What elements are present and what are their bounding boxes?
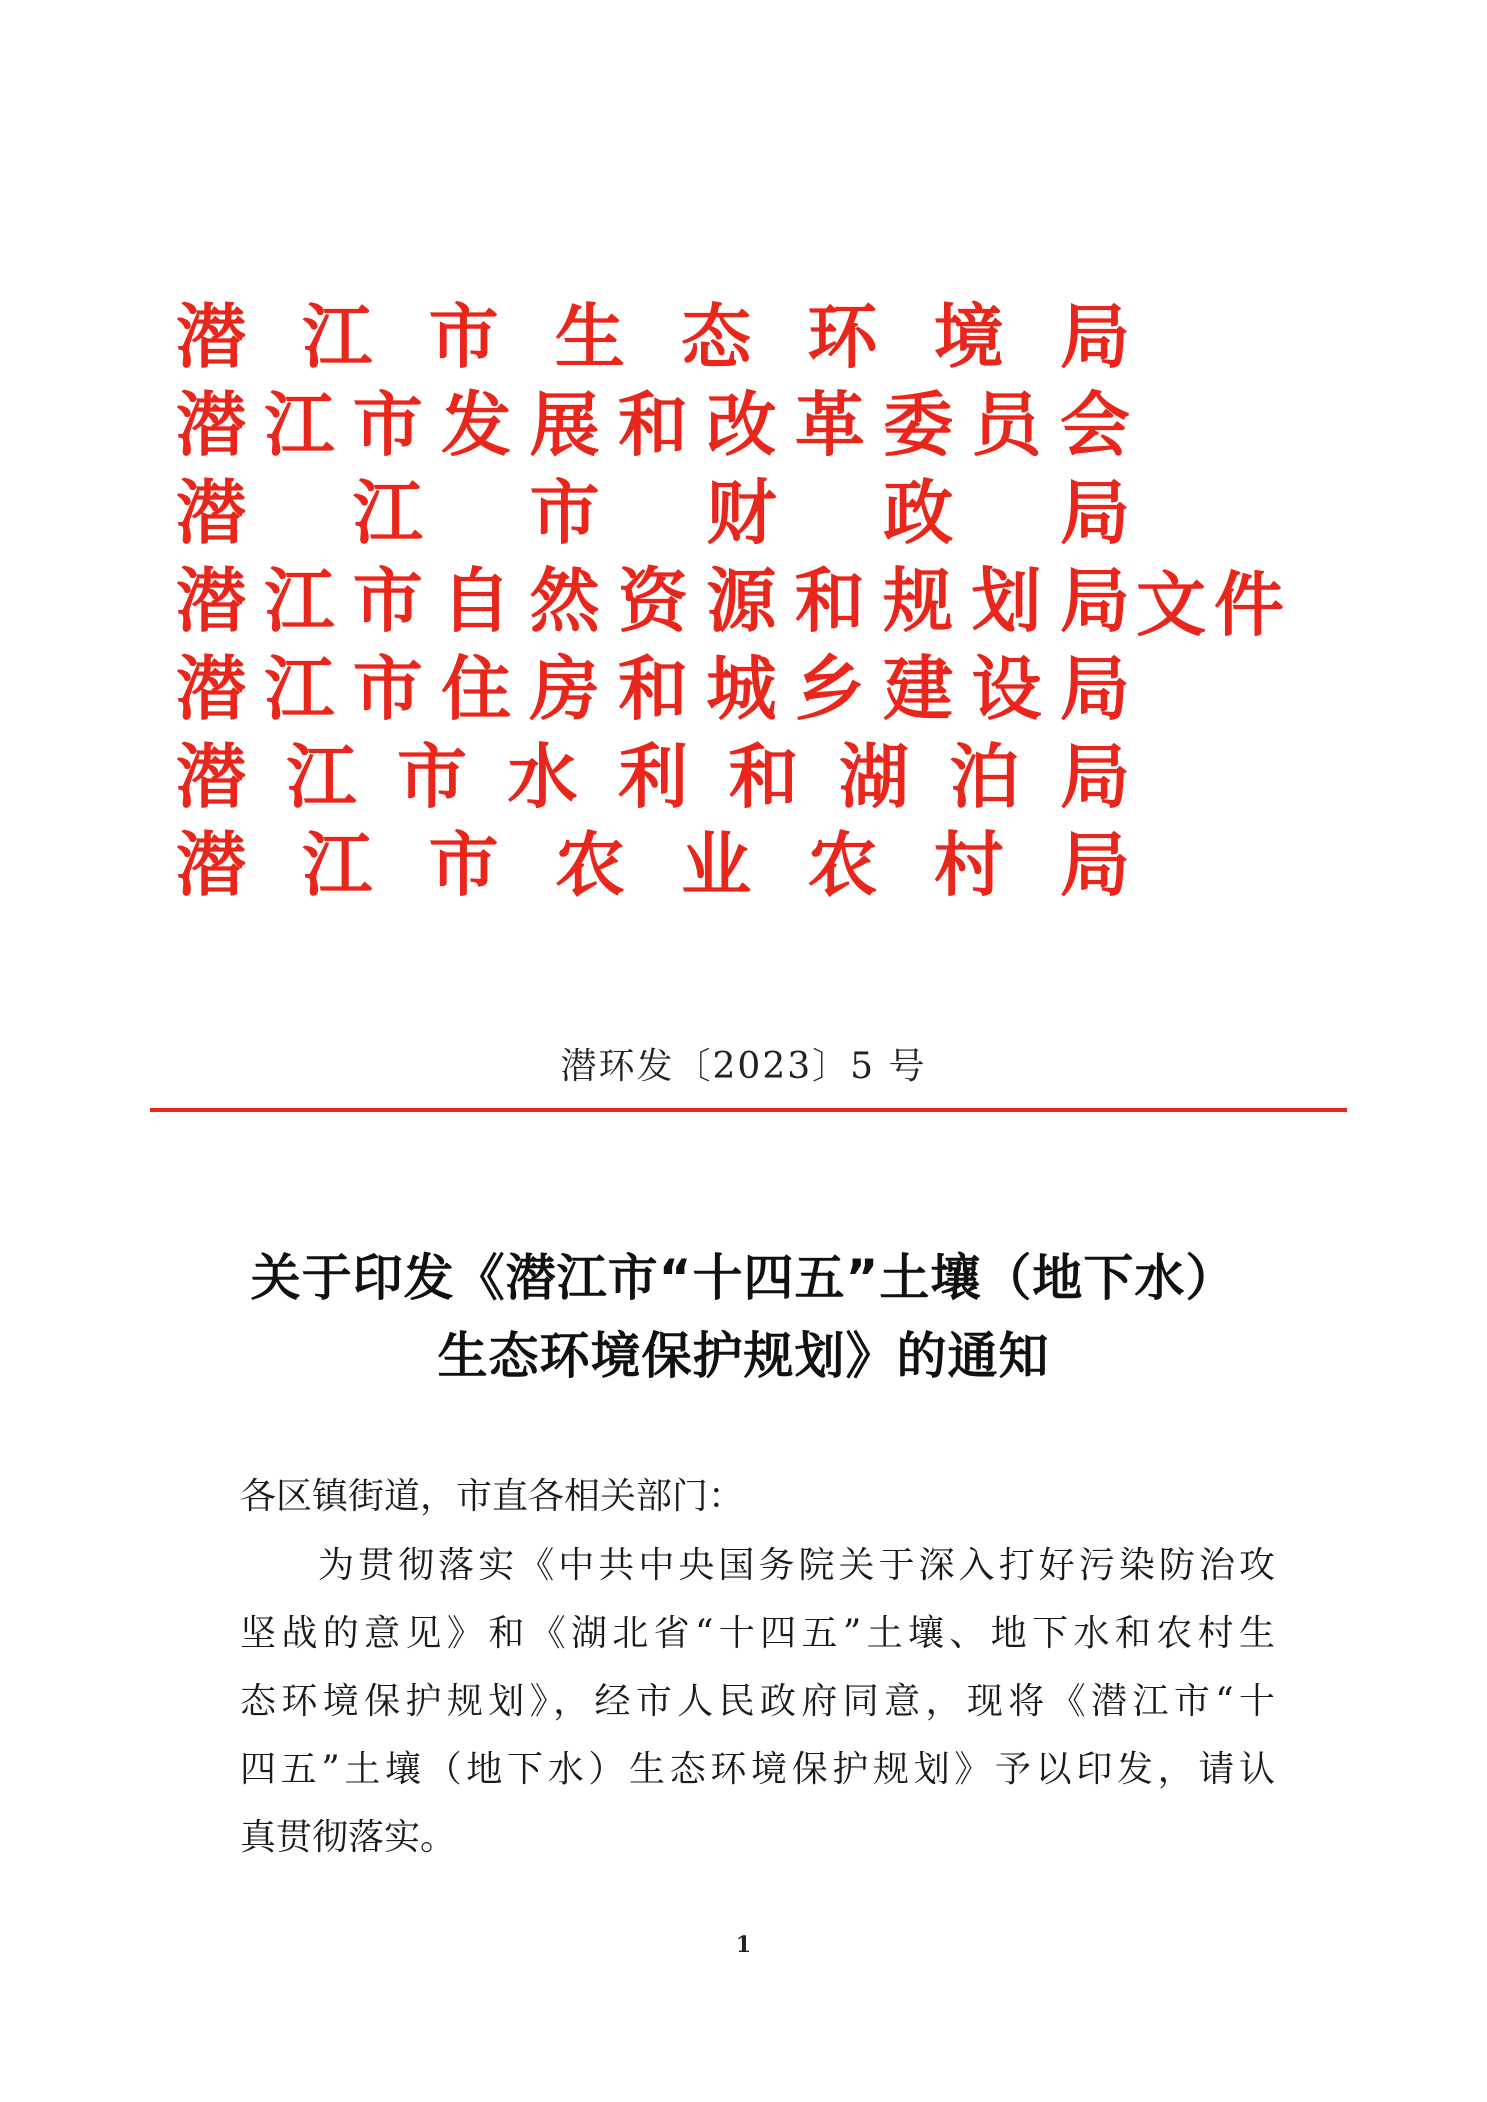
issuer-char: 局 bbox=[1059, 472, 1130, 554]
issuer-char: 和 bbox=[617, 648, 688, 730]
issuer-char: 设 bbox=[971, 648, 1042, 730]
issuer-char: 建 bbox=[883, 648, 954, 730]
issuer-char: 和 bbox=[617, 384, 688, 466]
issuer-char: 潜 bbox=[176, 472, 246, 554]
issuer-block bbox=[176, 296, 1336, 916]
issuer-char: 发 bbox=[441, 384, 512, 466]
issuer-char: 江 bbox=[264, 560, 335, 642]
issuer-char: 局 bbox=[1059, 824, 1130, 906]
document-title-line-1: 关于印发《潜江市“十四五”土壤（地下水） bbox=[250, 1249, 1237, 1307]
salutation: 各区镇街道，市直各相关部门： bbox=[240, 1476, 745, 1517]
issuer-char: 江 bbox=[302, 296, 373, 378]
issuer-char: 潜 bbox=[176, 560, 246, 642]
document-title-line-2: 生态环境保护规划》的通知 bbox=[437, 1327, 1050, 1385]
issuer-char: 江 bbox=[352, 472, 423, 554]
issuer-char: 市 bbox=[397, 736, 467, 818]
issuer-char: 泊 bbox=[949, 736, 1020, 818]
issuer-char: 局 bbox=[1059, 648, 1130, 730]
issuer-char: 市 bbox=[352, 560, 423, 642]
issuer-char: 改 bbox=[706, 384, 777, 466]
document-number: 潜环发〔2023〕5 号 bbox=[560, 1046, 927, 1087]
issuer-char: 资 bbox=[617, 560, 688, 642]
issuer-char: 政 bbox=[883, 472, 954, 554]
issuer-char: 境 bbox=[933, 296, 1004, 378]
red-divider-line bbox=[150, 1108, 1347, 1112]
issuer-char: 江 bbox=[302, 824, 373, 906]
body-line: 为贯彻落实《中共中央国务院关于深入打好污染防治攻 bbox=[318, 1545, 1275, 1586]
issuer-char: 规 bbox=[883, 560, 954, 642]
issuer-char: 市 bbox=[529, 472, 600, 554]
issuer-char: 潜 bbox=[176, 384, 246, 466]
issuer-line bbox=[176, 560, 1130, 642]
issuer-char: 局 bbox=[1059, 296, 1130, 378]
issuer-char: 员 bbox=[971, 384, 1042, 466]
issuer-char: 革 bbox=[794, 384, 865, 466]
issuer-line bbox=[176, 472, 1130, 554]
body-line: 态环境保护规划》，经市人民政府同意，现将《潜江市“十 bbox=[240, 1681, 1275, 1722]
body-line: 坚战的意见》和《湖北省“十四五”土壤、地下水和农村生 bbox=[240, 1613, 1275, 1654]
issuer-char: 乡 bbox=[794, 648, 865, 730]
issuer-char: 利 bbox=[618, 736, 688, 818]
body-line: 四五”土壤（地下水）生态环境保护规划》予以印发，请认 bbox=[240, 1749, 1275, 1790]
issuer-line bbox=[176, 736, 1130, 818]
issuer-suffix: 文件 bbox=[1136, 564, 1292, 646]
issuer-char: 会 bbox=[1059, 384, 1130, 466]
issuer-char: 潜 bbox=[176, 648, 246, 730]
issuer-char: 市 bbox=[352, 648, 423, 730]
issuer-char: 展 bbox=[529, 384, 600, 466]
issuer-char: 财 bbox=[706, 472, 777, 554]
issuer-line bbox=[176, 384, 1130, 466]
issuer-char: 潜 bbox=[176, 296, 246, 378]
issuer-char: 农 bbox=[554, 824, 625, 906]
issuer-line bbox=[176, 296, 1130, 378]
issuer-char: 和 bbox=[728, 736, 799, 818]
issuer-char: 江 bbox=[264, 648, 335, 730]
body-line: 真贯彻落实。 bbox=[240, 1817, 457, 1858]
issuer-char: 市 bbox=[428, 296, 499, 378]
issuer-char: 江 bbox=[286, 736, 357, 818]
issuer-char: 委 bbox=[883, 384, 954, 466]
issuer-char: 江 bbox=[264, 384, 335, 466]
page-number: 1 bbox=[735, 1932, 752, 1958]
issuer-char: 村 bbox=[933, 824, 1004, 906]
issuer-char: 态 bbox=[681, 296, 752, 378]
issuer-line bbox=[176, 648, 1130, 730]
issuer-char: 和 bbox=[794, 560, 865, 642]
issuer-char: 源 bbox=[706, 560, 777, 642]
issuer-char: 住 bbox=[441, 648, 512, 730]
issuer-char: 农 bbox=[807, 824, 878, 906]
issuer-char: 自 bbox=[441, 560, 512, 642]
issuer-char: 湖 bbox=[839, 736, 909, 818]
issuer-char: 环 bbox=[807, 296, 878, 378]
issuer-char: 市 bbox=[428, 824, 499, 906]
issuer-char: 水 bbox=[507, 736, 578, 818]
issuer-char: 局 bbox=[1059, 560, 1130, 642]
issuer-char: 然 bbox=[529, 560, 600, 642]
issuer-char: 市 bbox=[352, 384, 423, 466]
issuer-line bbox=[176, 824, 1130, 906]
issuer-char: 潜 bbox=[176, 824, 246, 906]
issuer-char: 城 bbox=[706, 648, 777, 730]
issuer-char: 生 bbox=[554, 296, 625, 378]
issuer-char: 房 bbox=[529, 648, 600, 730]
issuer-char: 划 bbox=[971, 560, 1042, 642]
issuer-char: 业 bbox=[681, 824, 752, 906]
issuer-char: 潜 bbox=[176, 736, 246, 818]
issuer-char: 局 bbox=[1060, 736, 1130, 818]
